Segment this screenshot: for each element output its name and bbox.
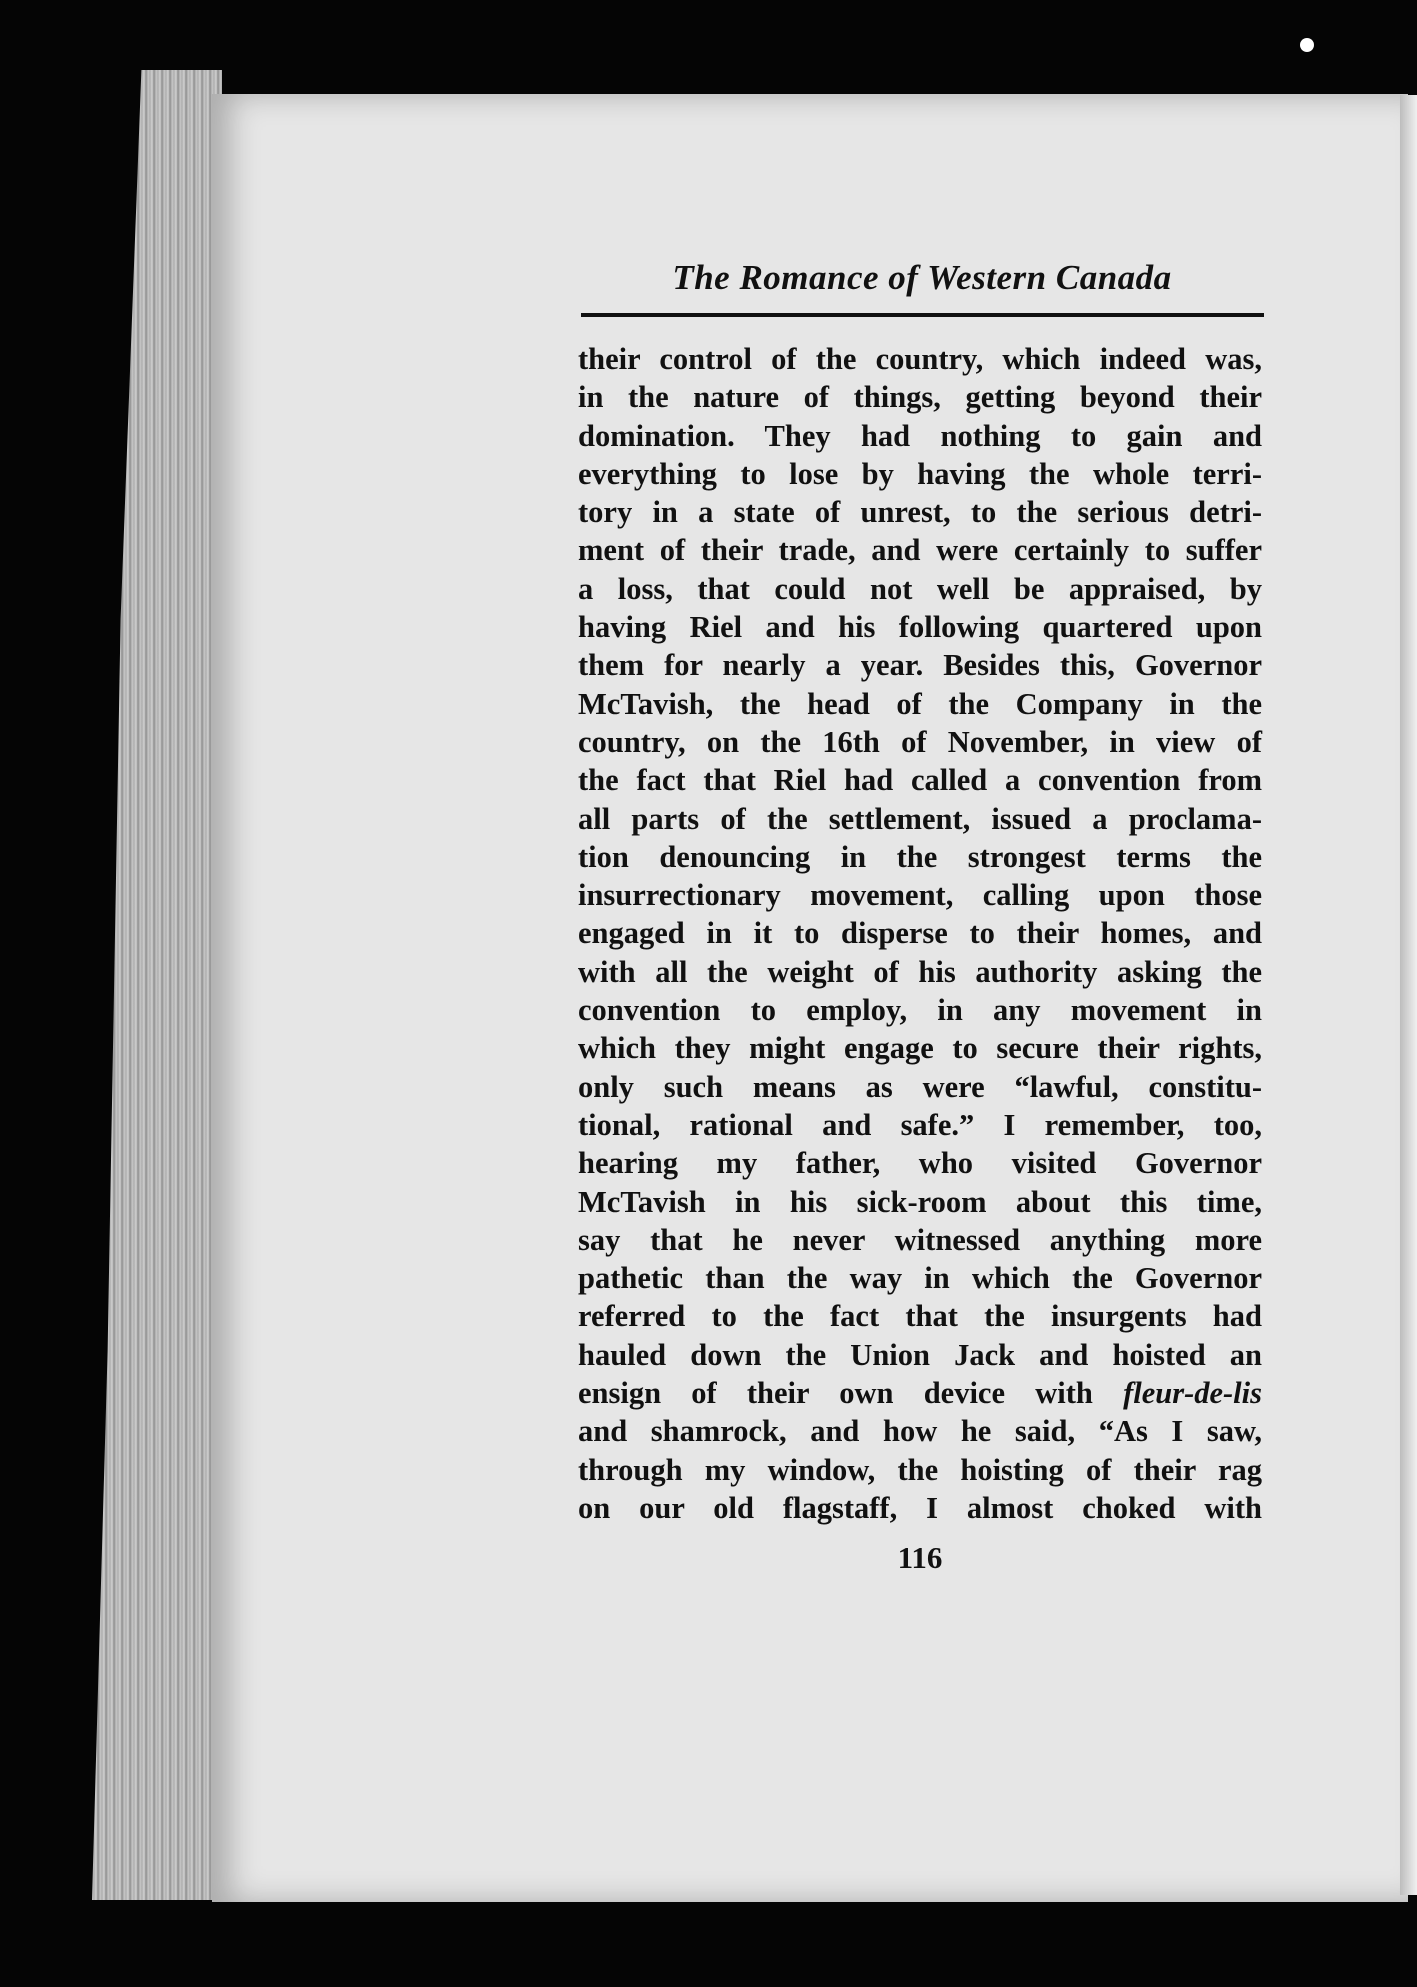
header-rule bbox=[581, 313, 1264, 317]
text-line: McTavish, the head of the Company in the bbox=[578, 686, 1262, 721]
text-line: insurrectionary movement, calling upon those bbox=[578, 878, 1262, 913]
text-line: pathetic than the way in which the Governor bbox=[578, 1261, 1262, 1296]
page-number: 116 bbox=[897, 1540, 943, 1575]
text-line: all parts of the settlement, issued a proclama- bbox=[578, 801, 1262, 836]
text-line: say that he never witnessed anything more bbox=[578, 1222, 1262, 1257]
text-line: domination. They had nothing to gain and bbox=[578, 418, 1262, 453]
text-line: through my window, the hoisting of their rag bbox=[578, 1452, 1262, 1487]
text-line: tional, rational and safe.” I remember, too, bbox=[578, 1107, 1262, 1142]
text-line: the fact that Riel had called a convention from bbox=[578, 763, 1262, 798]
text-line: referred to the fact that the insurgents had bbox=[578, 1299, 1262, 1334]
page-right-edge bbox=[1400, 95, 1417, 1895]
italic-phrase: fleur-de-lis bbox=[1123, 1376, 1262, 1411]
text-line-with-italic bbox=[578, 1374, 1262, 1412]
running-head: The Romance of Western Canada bbox=[672, 258, 1172, 297]
text-line: which they might engage to secure their rights, bbox=[578, 1031, 1262, 1066]
text-segment: ensign of their own device with bbox=[578, 1376, 1093, 1411]
text-line: tion denouncing in the strongest terms the bbox=[578, 839, 1262, 874]
text-line: with all the weight of his authority asking the bbox=[578, 954, 1262, 989]
text-line: everything to lose by having the whole terri- bbox=[578, 456, 1262, 491]
text-line: tory in a state of unrest, to the serious detri- bbox=[578, 495, 1262, 530]
text-line: them for nearly a year. Besides this, Governor bbox=[578, 648, 1262, 683]
text-line: hauled down the Union Jack and hoisted an bbox=[578, 1337, 1262, 1372]
text-line: and shamrock, and how he said, “As I saw, bbox=[578, 1414, 1262, 1449]
dust-speck bbox=[1300, 38, 1314, 52]
text-line: ment of their trade, and were certainly to suffer bbox=[578, 533, 1262, 568]
text-line: engaged in it to disperse to their homes, and bbox=[578, 916, 1262, 951]
text-line: country, on the 16th of November, in view of bbox=[578, 724, 1262, 759]
text-line: on our old flagstaff, I almost choked with bbox=[578, 1490, 1262, 1525]
text-line: McTavish in his sick-room about this time, bbox=[578, 1184, 1262, 1219]
text-line: in the nature of things, getting beyond their bbox=[578, 380, 1262, 415]
text-line: only such means as were “lawful, constitu- bbox=[578, 1069, 1262, 1104]
text-line: their control of the country, which indeed was, bbox=[578, 342, 1262, 376]
text-line: a loss, that could not well be appraised, by bbox=[578, 571, 1262, 606]
text-line: convention to employ, in any movement in bbox=[578, 993, 1262, 1028]
text-line: having Riel and his following quartered upon bbox=[578, 610, 1262, 645]
text-line: hearing my father, who visited Governor bbox=[578, 1146, 1262, 1181]
body-text bbox=[578, 340, 1262, 1527]
